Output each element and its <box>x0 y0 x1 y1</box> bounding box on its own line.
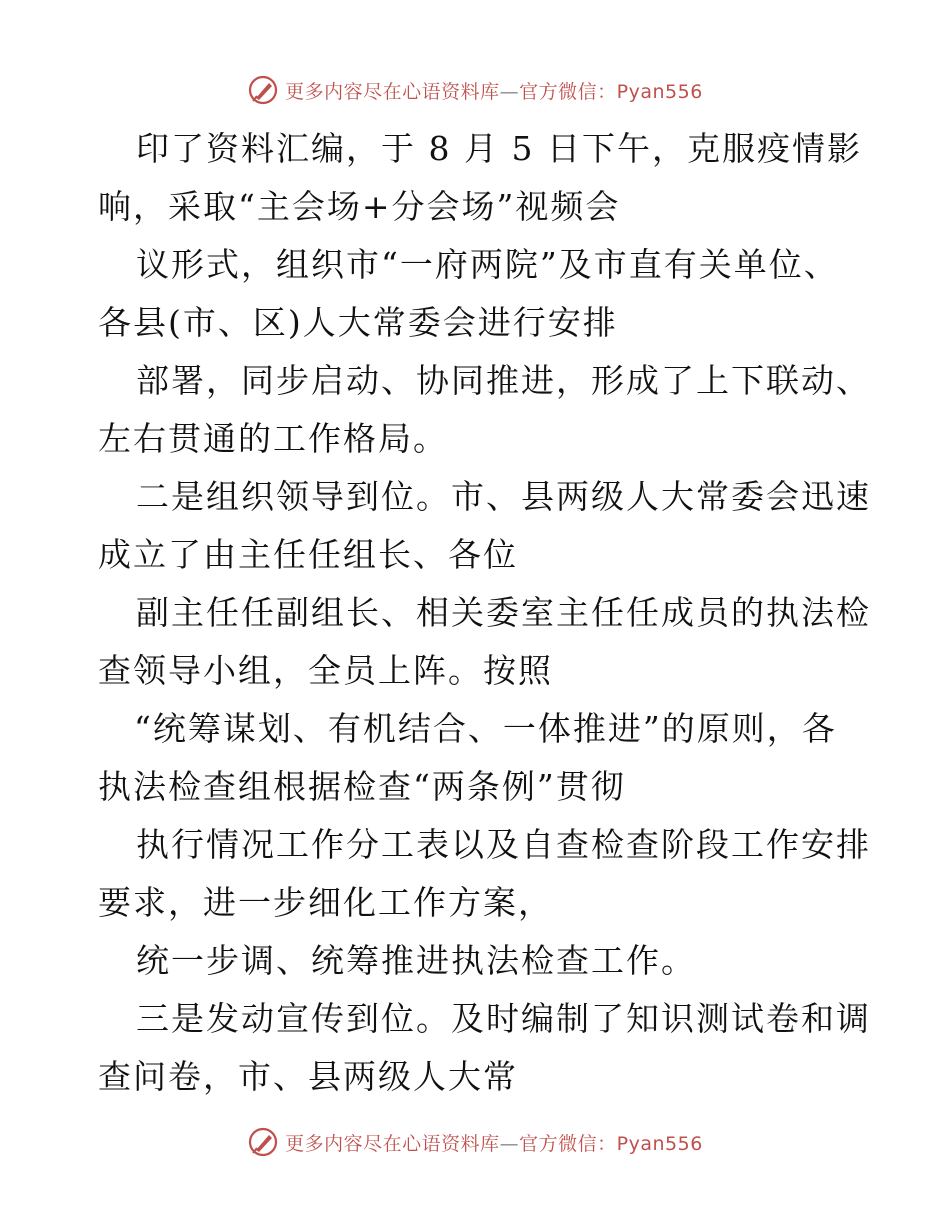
body-line: 印了资料汇编，于 8 月 5 日下午，克服疫情影 <box>136 129 862 168</box>
footer-banner <box>0 1122 950 1162</box>
document-body <box>98 120 871 1106</box>
body-line: 查领导小组，全员上阵。按照 <box>98 651 553 690</box>
body-line: 执行情况工作分工表以及自查检查阶段工作安排 <box>136 825 871 864</box>
body-line: 部署，同步启动、协同推进，形成了上下联动、 <box>136 361 871 400</box>
body-line: 副主任任副组长、相关委室主任任成员的执法检 <box>136 593 871 632</box>
footer-banner-text <box>285 1129 703 1156</box>
body-line: 执法检查组根据检查“两条例”贯彻 <box>98 767 626 806</box>
body-line: “统筹谋划、有机结合、一体推进”的原则，各 <box>134 709 837 748</box>
body-line: 查问卷，市、县两级人大常 <box>98 1057 518 1096</box>
footer-banner-sep: — <box>499 1132 520 1155</box>
body-line: 左右贯通的工作格局。 <box>98 419 448 458</box>
footer-banner-account: 官方微信：Pyan556 <box>519 1132 703 1155</box>
body-line: 各县(市、区)人大常委会进行安排 <box>98 303 618 342</box>
body-line: 三是发动宣传到位。及时编制了知识测试卷和调 <box>136 999 871 1038</box>
header-banner-main: 更多内容尽在心语资料库 <box>285 80 500 103</box>
body-line: 统一步调、统筹推进执法检查工作。 <box>136 941 696 980</box>
header-banner-text <box>285 77 703 104</box>
body-line: 响，采取“主会场+分会场”视频会 <box>98 187 621 226</box>
body-line: 要求，进一步细化工作方案， <box>98 883 553 922</box>
body-line: 议形式，组织市“一府两院”及市直有关单位、 <box>136 245 839 284</box>
quill-pen-logo-icon <box>247 1126 279 1158</box>
header-banner <box>0 70 950 110</box>
footer-banner-main: 更多内容尽在心语资料库 <box>285 1132 500 1155</box>
header-banner-sep: — <box>499 80 520 103</box>
header-banner-account: 官方微信：Pyan556 <box>519 80 703 103</box>
quill-pen-logo-icon <box>247 74 279 106</box>
body-line: 二是组织领导到位。市、县两级人大常委会迅速 <box>136 477 871 516</box>
body-line: 成立了由主任任组长、各位 <box>98 535 518 574</box>
